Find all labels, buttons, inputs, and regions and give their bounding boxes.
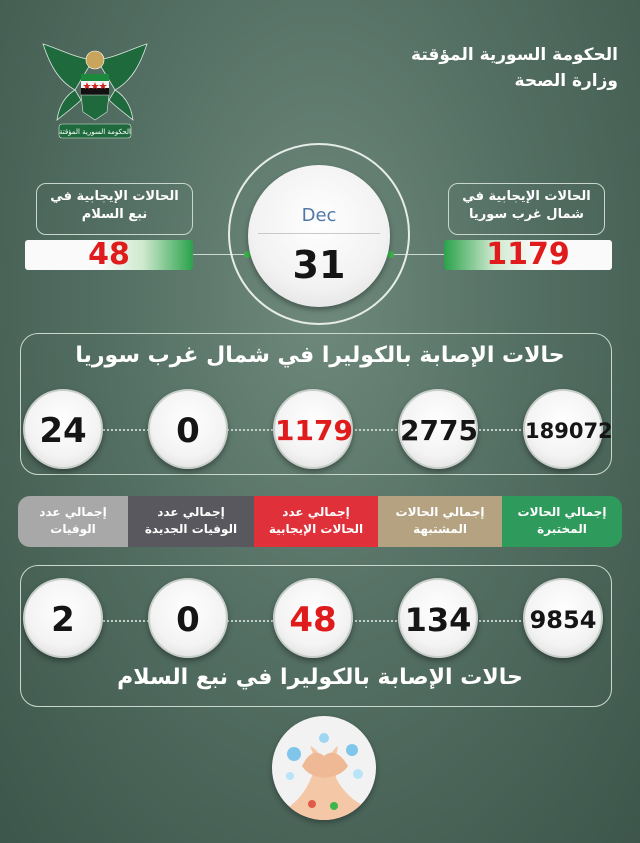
- ministry-name: وزارة الصحة: [514, 71, 618, 91]
- category-suspected: [378, 496, 502, 547]
- northwest-section-title: حالات الإصابة بالكوليرا في شمال غرب سوريا: [75, 343, 565, 368]
- peace-spring-positive-circle: 48: [273, 578, 353, 658]
- peace-spring-section-title: حالات الإصابة بالكوليرا في نبع السلام: [117, 665, 523, 690]
- date-month: Dec: [301, 205, 337, 226]
- emblem-logo: [35, 40, 155, 150]
- date-day: 31: [292, 243, 346, 287]
- peace-spring-label-line1: الحالات الإيجابية في: [50, 189, 179, 204]
- category-suspected-line1: إجمالي الحالات: [395, 505, 485, 519]
- category-deaths-line1: إجمالي عدد: [39, 505, 107, 519]
- hand-washing-icon: [272, 716, 376, 820]
- government-name: الحكومة السورية المؤقتة: [411, 45, 618, 65]
- emblem-banner-text: الحكومة السورية المؤقتة: [58, 128, 132, 136]
- category-suspected-line2: المشتبهة: [413, 522, 467, 536]
- category-deaths: [18, 496, 128, 547]
- peace-spring-positive-value: 48: [25, 240, 193, 270]
- peace-spring-label-box: [36, 183, 193, 235]
- northwest-positive-circle: 1179: [273, 389, 353, 469]
- northwest-label-box: [448, 183, 605, 235]
- peace-spring-new-deaths-circle: 0: [148, 578, 228, 658]
- peace-spring-suspected-circle: 134: [398, 578, 478, 658]
- category-new-deaths-line2: الوفيات الجديدة: [144, 522, 238, 536]
- northwest-new-deaths-circle: 0: [148, 389, 228, 469]
- northwest-label-line1: الحالات الإيجابية في: [462, 189, 591, 204]
- category-positive-line2: الحالات الإيجابية: [268, 522, 364, 536]
- date-divider: [258, 233, 380, 234]
- category-positive-line1: إجمالي عدد: [282, 505, 350, 519]
- northwest-deaths-circle: 24: [23, 389, 103, 469]
- northwest-tested-circle: 189072: [523, 389, 603, 469]
- northwest-positive-value: 1179: [444, 240, 612, 270]
- northwest-suspected-circle: 2775: [398, 389, 478, 469]
- category-new-deaths-line1: إجمالي عدد: [157, 505, 225, 519]
- peace-spring-deaths-circle: 2: [23, 578, 103, 658]
- category-new-deaths: [128, 496, 254, 547]
- category-tested: [502, 496, 622, 547]
- category-tested-line1: إجمالي الحالات: [517, 505, 607, 519]
- category-positive: [254, 496, 378, 547]
- peace-spring-tested-circle: 9854: [523, 578, 603, 658]
- category-deaths-line2: الوفيات: [50, 522, 96, 536]
- government-header: [411, 42, 618, 94]
- peace-spring-label-line2: نبع السلام: [81, 207, 148, 222]
- northwest-label-line2: شمال غرب سوريا: [469, 207, 584, 222]
- category-tested-line2: المختبرة: [537, 522, 587, 536]
